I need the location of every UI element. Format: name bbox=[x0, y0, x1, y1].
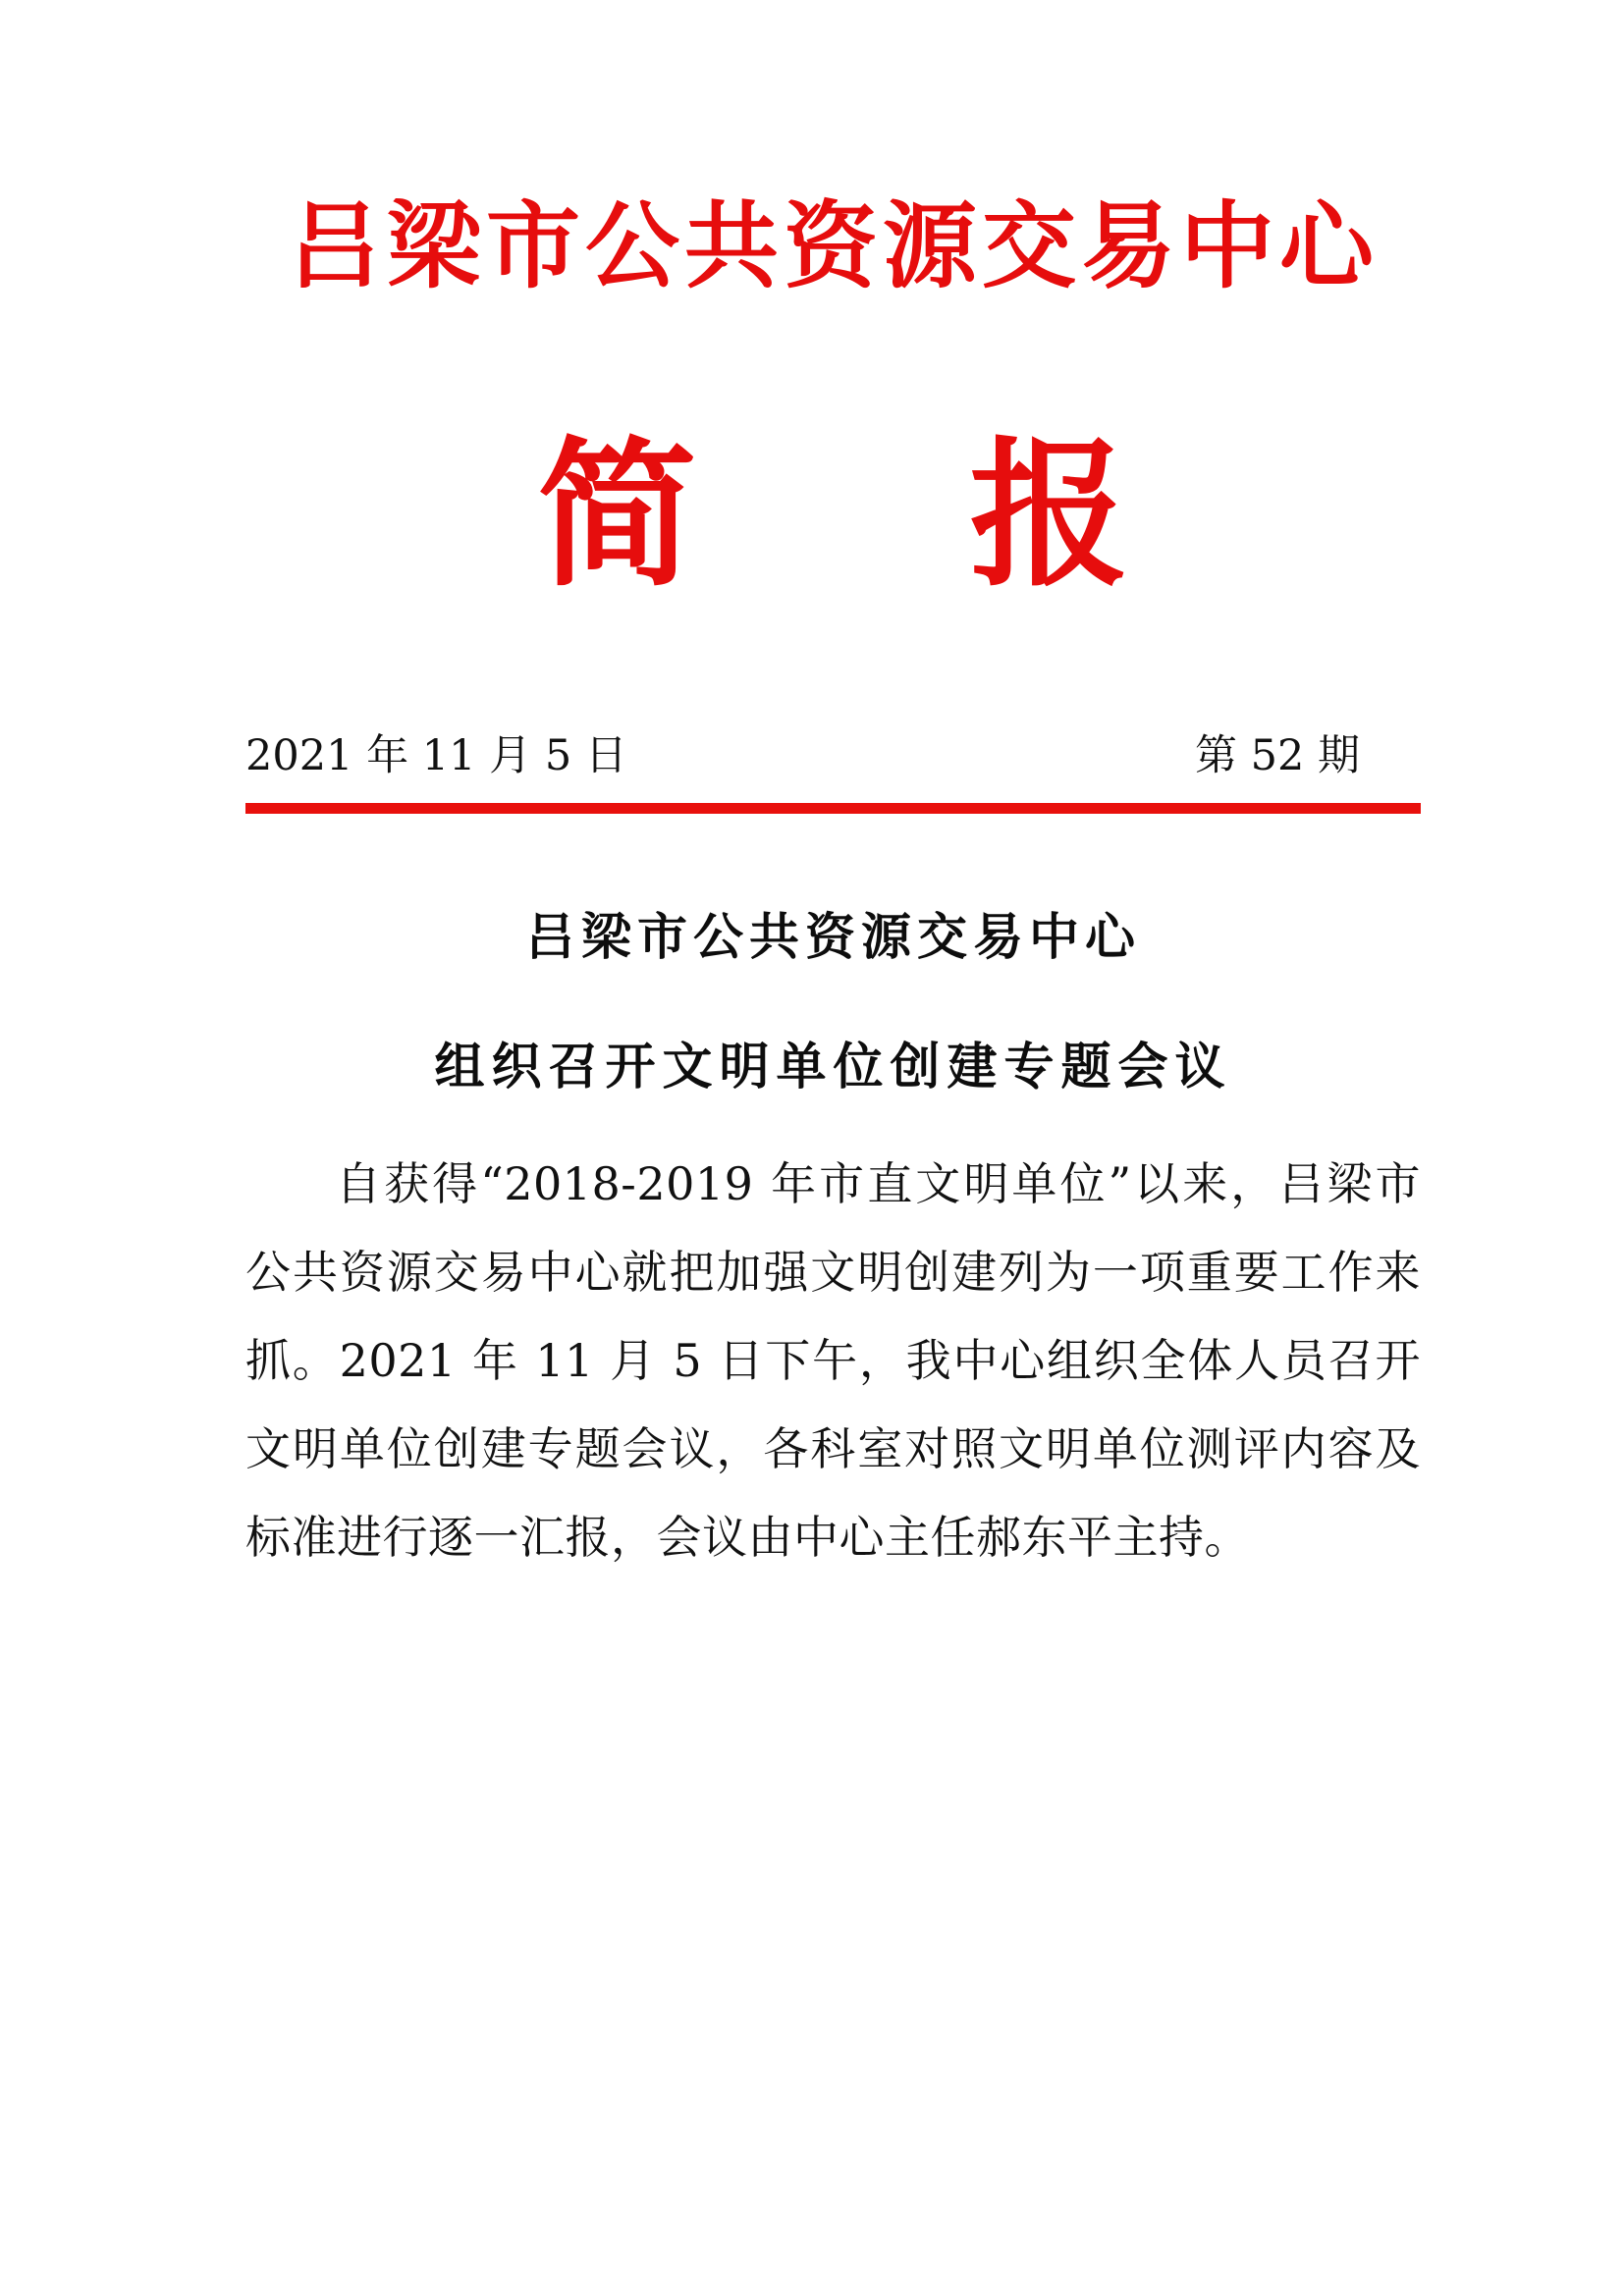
briefing-char-bao: 报 bbox=[969, 422, 1129, 609]
masthead-date-row bbox=[245, 722, 1421, 782]
article-title-line1: 吕梁市公共资源交易中心 bbox=[524, 909, 1141, 967]
article-paragraph: 自获得“2018-2019 年市直文明单位”以来，吕梁市公共资源交易中心就把加强文明创建列为一项重要工作来抓。2021 年 11 月 5 日下午，我中心组织全体人员召开文明单位创建专题会议，各科室对照文明单位测评内容及标准进行逐一汇报，会议由中心主任郝东平主持。 bbox=[245, 1157, 1421, 1564]
masthead-org-title: 吕梁市公共资源交易中心 bbox=[288, 190, 1379, 301]
masthead-briefing-title bbox=[245, 422, 1421, 609]
issue-number: 第 52 期 bbox=[1194, 731, 1360, 780]
article-title-line2: 组织召开文明单位创建专题会议 bbox=[434, 1039, 1232, 1096]
masthead-divider-rule bbox=[245, 803, 1421, 814]
issue-date: 2021 年 11 月 5 日 bbox=[245, 731, 627, 780]
briefing-char-jian: 简 bbox=[537, 422, 697, 609]
